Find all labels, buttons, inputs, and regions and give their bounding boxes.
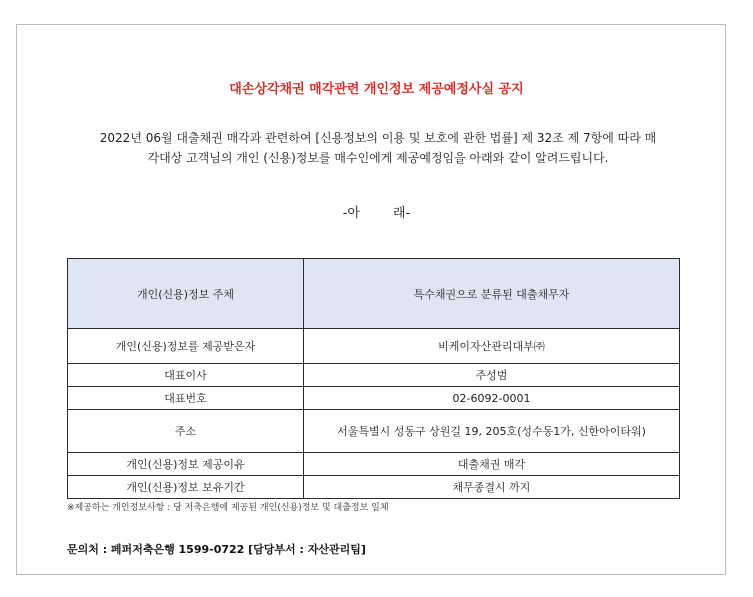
- row-value: 주성범: [304, 364, 680, 387]
- row-label: 대표번호: [68, 387, 304, 410]
- ahrae-heading: -아 래-: [342, 206, 411, 221]
- row-value: 특수채권으로 분류된 대출채무자: [304, 259, 680, 329]
- row-value: 02-6092-0001: [304, 387, 680, 410]
- intro-line-2: 각대상 고객님의 개인 (신용)정보를 매수인에게 제공예정임을 아래와 같이 알려드립니다.: [147, 151, 609, 165]
- notice-title: 대손상각채권 매각관련 개인정보 제공예정사실 공지: [229, 82, 524, 97]
- table-row: [68, 329, 680, 364]
- table-row: [68, 364, 680, 387]
- row-label: 개인(신용)정보 보유기간: [68, 476, 304, 499]
- info-table: [67, 258, 680, 499]
- table-row: [68, 259, 680, 329]
- row-value: 채무종결시 까지: [304, 476, 680, 499]
- table-row: [68, 453, 680, 476]
- row-label: 개인(신용)정보 주체: [68, 259, 304, 329]
- table-row: [68, 387, 680, 410]
- row-label: 개인(신용)정보 제공이유: [68, 453, 304, 476]
- row-value: 대출채권 매각: [304, 453, 680, 476]
- contact-info: 문의처 : 페퍼저축은행 1599-0722 [담당부서 : 자산관리팀]: [67, 543, 366, 556]
- table-row: [68, 410, 680, 453]
- row-value: 비케이자산관리대부㈜: [304, 329, 680, 364]
- row-label: 대표이사: [68, 364, 304, 387]
- intro-line-1: 2022년 06월 대출채권 매각과 관련하여 [신용정보의 이용 및 보호에 관한 법률] 제 32조 제 7항에 따라 매: [99, 131, 657, 145]
- notice-intro: [62, 128, 694, 168]
- row-label: 주소: [68, 410, 304, 453]
- table-row: [68, 476, 680, 499]
- row-label: 개인(신용)정보를 제공받은자: [68, 329, 304, 364]
- footnote: ※제공하는 개인정보사항 : 당 저축은행에 제공된 개인(신용)정보 및 대출정보 일체: [67, 503, 389, 513]
- row-value: 서울특별시 성동구 상원길 19, 205호(성수동1가, 신한아이타워): [304, 410, 680, 453]
